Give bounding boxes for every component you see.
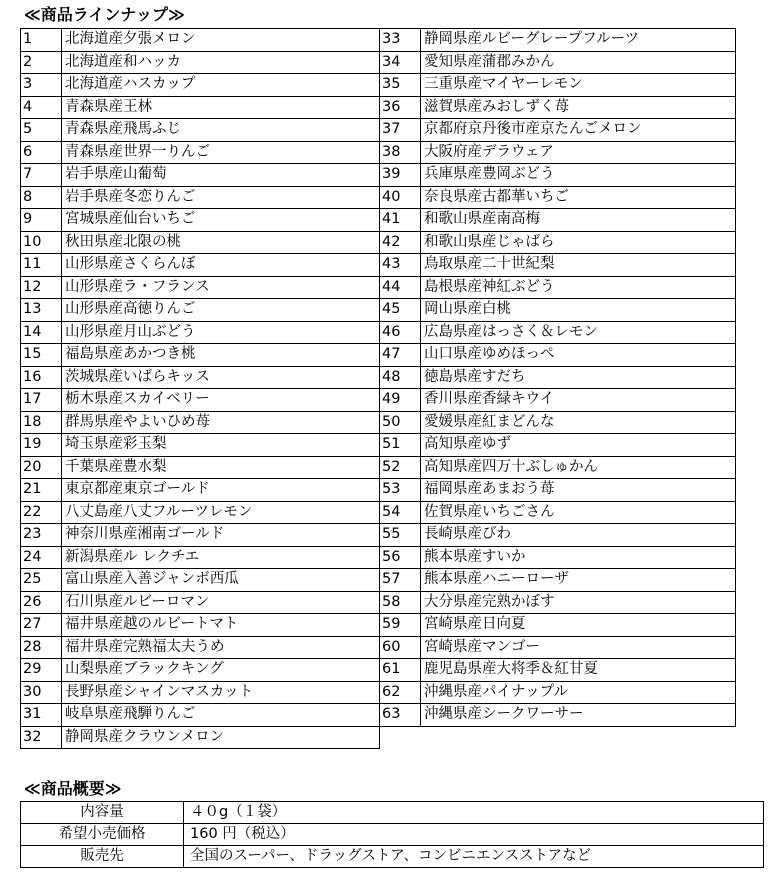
product-name: 青森県産世界一りんご [62, 141, 380, 164]
overview-label: 販売先 [21, 846, 184, 868]
table-row [21, 704, 380, 727]
product-name: 埼玉県産彩玉梨 [62, 434, 380, 457]
table-row [380, 51, 736, 74]
table-row [21, 434, 380, 457]
product-number: 30 [21, 681, 62, 704]
table-row [380, 524, 736, 547]
table-row [380, 29, 736, 52]
table-row [380, 119, 736, 142]
product-number: 16 [21, 366, 62, 389]
product-number: 4 [21, 96, 62, 119]
product-number: 28 [21, 636, 62, 659]
table-row [380, 501, 736, 524]
product-name: 島根県産神紅ぶどう [421, 276, 736, 299]
product-name: 山形県産高徳りんご [62, 299, 380, 322]
product-name: 長野県産シャインマスカット [62, 681, 380, 704]
product-name: 岐阜県産飛騨りんご [62, 704, 380, 727]
product-name: 三重県産マイヤーレモン [421, 74, 736, 97]
table-row [21, 29, 380, 52]
product-number: 49 [380, 389, 421, 412]
product-name: 長崎県産びわ [421, 524, 736, 547]
table-row [21, 636, 380, 659]
product-name: 新潟県産ル レクチエ [62, 546, 380, 569]
table-row [380, 299, 736, 322]
product-name: 熊本県産すいか [421, 546, 736, 569]
table-row [21, 524, 380, 547]
table-row [380, 209, 736, 232]
product-number: 14 [21, 321, 62, 344]
table-row [380, 141, 736, 164]
table-row [380, 254, 736, 277]
product-name: 福井県産越のルビートマト [62, 614, 380, 637]
product-number: 60 [380, 636, 421, 659]
overview-table [20, 801, 764, 868]
overview-label: 希望小売価格 [21, 824, 184, 846]
product-name: 北海道産ハスカップ [62, 74, 380, 97]
product-name: 群馬県産やよいひめ苺 [62, 411, 380, 434]
lineup-table-right [379, 28, 736, 727]
table-row [380, 479, 736, 502]
product-name: 香川県産香緑キウイ [421, 389, 736, 412]
product-number: 57 [380, 569, 421, 592]
product-number: 63 [380, 704, 421, 727]
table-row [21, 186, 380, 209]
product-number: 26 [21, 591, 62, 614]
product-name: 福井県産完熟福太夫うめ [62, 636, 380, 659]
product-number: 21 [21, 479, 62, 502]
product-name: 茨城県産いばらキッス [62, 366, 380, 389]
table-row [21, 411, 380, 434]
product-name: 秋田県産北限の桃 [62, 231, 380, 254]
product-name: 高知県産四万十ぶしゅかん [421, 456, 736, 479]
product-number: 23 [21, 524, 62, 547]
table-row [380, 96, 736, 119]
product-number: 19 [21, 434, 62, 457]
product-name: 兵庫県産豊岡ぶどう [421, 164, 736, 187]
table-row [21, 119, 380, 142]
product-number: 18 [21, 411, 62, 434]
product-number: 38 [380, 141, 421, 164]
product-name: 青森県産飛馬ふじ [62, 119, 380, 142]
product-number: 51 [380, 434, 421, 457]
product-number: 15 [21, 344, 62, 367]
product-number: 7 [21, 164, 62, 187]
table-row [380, 344, 736, 367]
product-number: 25 [21, 569, 62, 592]
product-name: 静岡県産ルビーグレープフルーツ [421, 29, 736, 52]
product-number: 6 [21, 141, 62, 164]
product-number: 48 [380, 366, 421, 389]
overview-row [21, 846, 764, 868]
product-number: 53 [380, 479, 421, 502]
product-name: 鹿児島県産大将季＆紅甘夏 [421, 659, 736, 682]
product-name: 沖縄県産シークワーサー [421, 704, 736, 727]
table-row [21, 164, 380, 187]
table-row [21, 591, 380, 614]
table-row [380, 546, 736, 569]
product-number: 20 [21, 456, 62, 479]
product-name: 岩手県産山葡萄 [62, 164, 380, 187]
product-name: 和歌山県産南高梅 [421, 209, 736, 232]
product-number: 1 [21, 29, 62, 52]
product-number: 44 [380, 276, 421, 299]
product-name: 岩手県産冬恋りんご [62, 186, 380, 209]
product-number: 47 [380, 344, 421, 367]
product-name: 宮崎県産日向夏 [421, 614, 736, 637]
product-name: 和歌山県産じゃばら [421, 231, 736, 254]
product-number: 35 [380, 74, 421, 97]
product-name: 栃木県産スカイベリー [62, 389, 380, 412]
table-row [380, 321, 736, 344]
table-row [21, 74, 380, 97]
product-name: 富山県産入善ジャンボ西瓜 [62, 569, 380, 592]
product-number: 62 [380, 681, 421, 704]
table-row [380, 276, 736, 299]
product-number: 32 [21, 726, 62, 749]
table-row [380, 411, 736, 434]
product-number: 45 [380, 299, 421, 322]
table-row [21, 276, 380, 299]
table-row [21, 681, 380, 704]
table-row [21, 209, 380, 232]
table-row [380, 366, 736, 389]
product-name: 東京都産東京ゴールド [62, 479, 380, 502]
product-number: 37 [380, 119, 421, 142]
product-number: 43 [380, 254, 421, 277]
product-name: 岡山県産白桃 [421, 299, 736, 322]
table-row [21, 569, 380, 592]
product-name: 八丈島産八丈フルーツレモン [62, 501, 380, 524]
table-row [21, 389, 380, 412]
product-name: 福岡県産あまおう苺 [421, 479, 736, 502]
table-row [380, 614, 736, 637]
product-name: 奈良県産古都華いちご [421, 186, 736, 209]
table-row [380, 659, 736, 682]
table-row [21, 96, 380, 119]
product-name: 山口県産ゆめほっぺ [421, 344, 736, 367]
product-name: 大分県産完熟かぼす [421, 591, 736, 614]
table-row [21, 299, 380, 322]
overview-heading: ≪商品概要≫ [24, 779, 122, 798]
table-row [21, 344, 380, 367]
product-number: 33 [380, 29, 421, 52]
product-number: 40 [380, 186, 421, 209]
table-row [380, 591, 736, 614]
table-row [21, 321, 380, 344]
product-name: 高知県産ゆず [421, 434, 736, 457]
table-row [21, 254, 380, 277]
product-name: 愛知県産蒲郡みかん [421, 51, 736, 74]
product-name: 滋賀県産みおしずく苺 [421, 96, 736, 119]
product-number: 2 [21, 51, 62, 74]
table-row [380, 636, 736, 659]
table-row [380, 231, 736, 254]
product-number: 41 [380, 209, 421, 232]
product-number: 58 [380, 591, 421, 614]
product-name: 京都府京丹後市産京たんごメロン [421, 119, 736, 142]
table-row [21, 726, 380, 749]
product-name: 北海道産夕張メロン [62, 29, 380, 52]
product-name: 広島県産はっさく＆レモン [421, 321, 736, 344]
table-row [21, 51, 380, 74]
table-row [21, 659, 380, 682]
product-number: 9 [21, 209, 62, 232]
product-name: 北海道産和ハッカ [62, 51, 380, 74]
product-number: 56 [380, 546, 421, 569]
product-name: 宮崎県産マンゴー [421, 636, 736, 659]
table-row [380, 456, 736, 479]
product-name: 沖縄県産パイナップル [421, 681, 736, 704]
product-number: 5 [21, 119, 62, 142]
product-name: 山形県産ラ・フランス [62, 276, 380, 299]
product-number: 50 [380, 411, 421, 434]
product-number: 24 [21, 546, 62, 569]
overview-value: 全国のスーパー、ドラッグストア、コンビニエンスストアなど [184, 846, 764, 868]
product-number: 42 [380, 231, 421, 254]
product-number: 39 [380, 164, 421, 187]
product-number: 34 [380, 51, 421, 74]
product-number: 52 [380, 456, 421, 479]
product-number: 31 [21, 704, 62, 727]
product-name: 大阪府産デラウェア [421, 141, 736, 164]
product-name: 愛媛県産紅まどんな [421, 411, 736, 434]
product-name: 熊本県産ハニーローザ [421, 569, 736, 592]
product-number: 12 [21, 276, 62, 299]
product-number: 59 [380, 614, 421, 637]
product-number: 29 [21, 659, 62, 682]
table-row [380, 164, 736, 187]
table-row [21, 479, 380, 502]
product-number: 11 [21, 254, 62, 277]
table-row [380, 704, 736, 727]
product-number: 22 [21, 501, 62, 524]
product-name: 山形県産さくらんぼ [62, 254, 380, 277]
lineup-heading: ≪商品ラインナップ≫ [24, 5, 185, 24]
table-row [380, 186, 736, 209]
product-number: 61 [380, 659, 421, 682]
product-number: 55 [380, 524, 421, 547]
product-name: 佐賀県産いちごさん [421, 501, 736, 524]
product-name: 宮城県産仙台いちご [62, 209, 380, 232]
product-name: 鳥取県産二十世紀梨 [421, 254, 736, 277]
table-row [21, 546, 380, 569]
product-name: 徳島県産すだち [421, 366, 736, 389]
product-name: 福島県産あかつき桃 [62, 344, 380, 367]
product-number: 13 [21, 299, 62, 322]
overview-label: 内容量 [21, 802, 184, 824]
product-number: 46 [380, 321, 421, 344]
table-row [21, 501, 380, 524]
table-row [21, 456, 380, 479]
overview-value: 160 円（税込） [184, 824, 764, 846]
table-row [380, 569, 736, 592]
product-number: 27 [21, 614, 62, 637]
table-row [380, 681, 736, 704]
product-name: 青森県産王林 [62, 96, 380, 119]
overview-row [21, 802, 764, 824]
product-number: 17 [21, 389, 62, 412]
product-name: 山形県産月山ぶどう [62, 321, 380, 344]
overview-row [21, 824, 764, 846]
product-name: 神奈川県産湘南ゴールド [62, 524, 380, 547]
product-name: 山梨県産ブラックキング [62, 659, 380, 682]
product-number: 54 [380, 501, 421, 524]
overview-value: ４０g（１袋） [184, 802, 764, 824]
product-number: 36 [380, 96, 421, 119]
product-number: 10 [21, 231, 62, 254]
table-row [380, 434, 736, 457]
product-number: 3 [21, 74, 62, 97]
table-row [21, 366, 380, 389]
table-row [380, 74, 736, 97]
product-number: 8 [21, 186, 62, 209]
table-row [21, 231, 380, 254]
table-row [21, 141, 380, 164]
product-name: 静岡県産クラウンメロン [62, 726, 380, 749]
product-name: 石川県産ルビーロマン [62, 591, 380, 614]
table-row [380, 389, 736, 412]
product-name: 千葉県産豊水梨 [62, 456, 380, 479]
lineup-table-left [20, 28, 380, 749]
table-row [21, 614, 380, 637]
